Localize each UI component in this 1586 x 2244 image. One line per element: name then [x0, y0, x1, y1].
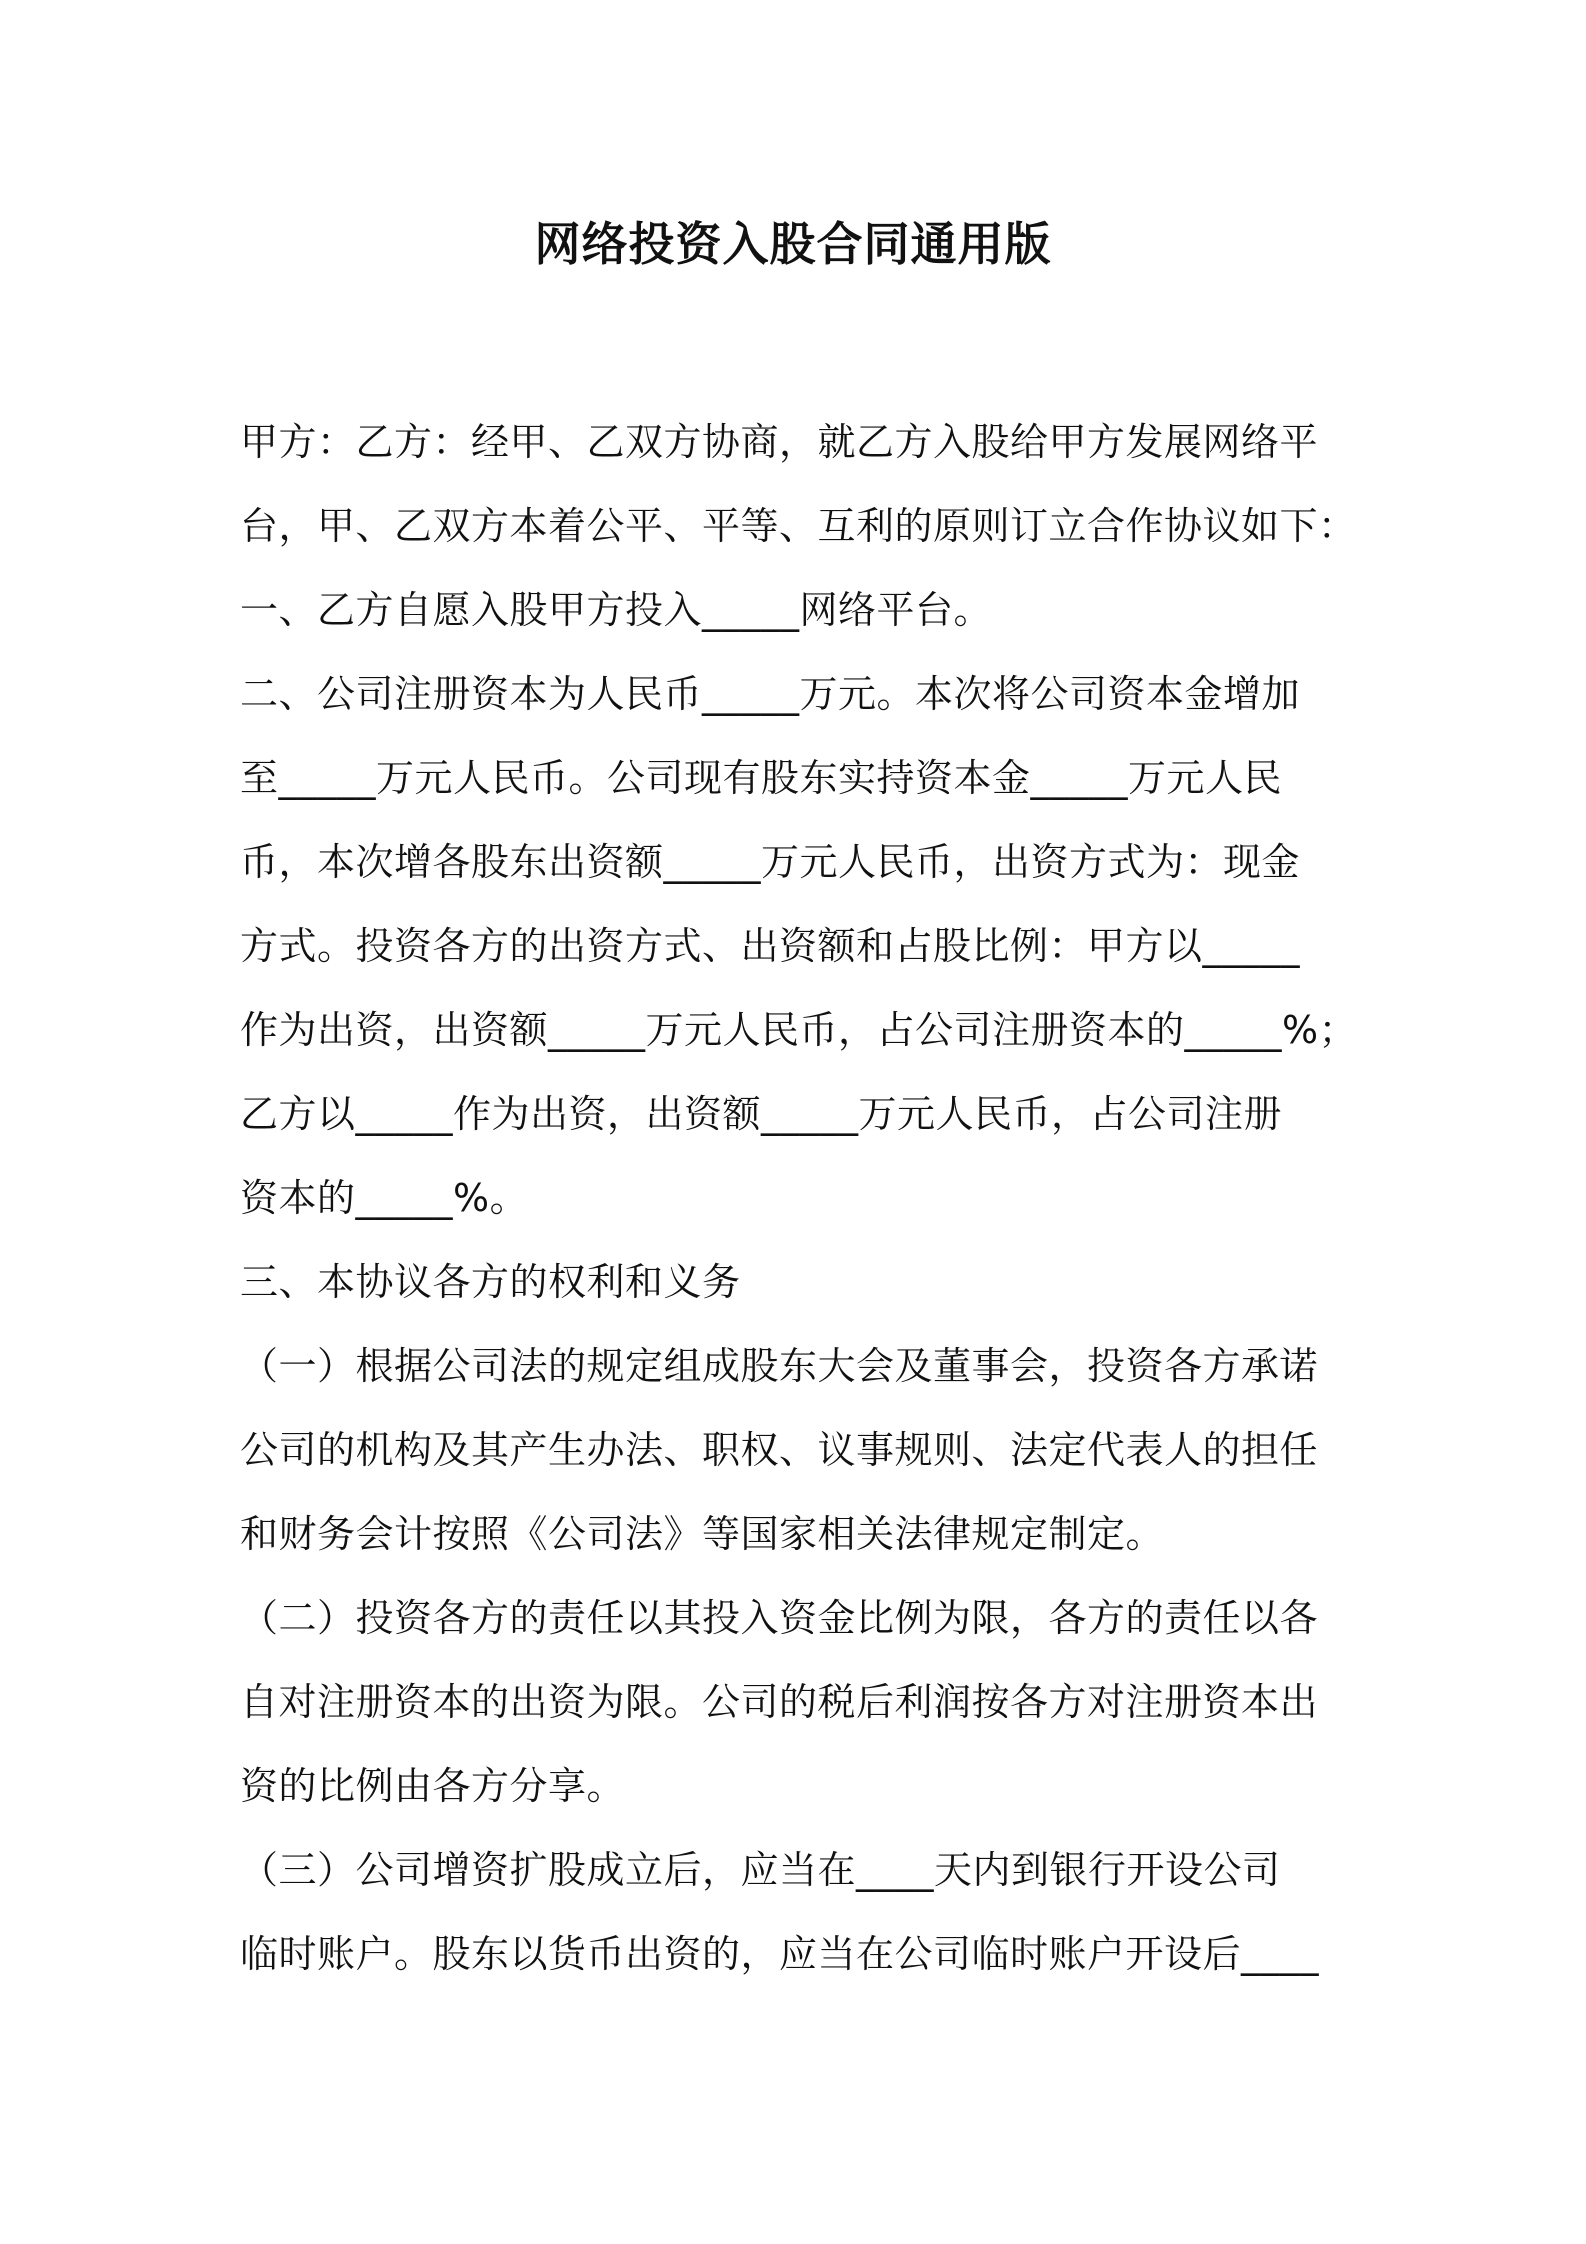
body-line: 临时账户。股东以货币出资的，应当在公司临时账户开设后____	[240, 1932, 1320, 1976]
body-line: （三）公司增资扩股成立后，应当在____天内到银行开设公司	[240, 1848, 1281, 1892]
section-heading: 三、本协议各方的权利和义务	[240, 1260, 741, 1304]
body-line: 台，甲、乙双方本着公平、平等、互利的原则订立合作协议如下：	[240, 504, 1357, 548]
body-line: 方式。投资各方的出资方式、出资额和占股比例：甲方以_____	[240, 924, 1301, 968]
body-line: 公司的机构及其产生办法、职权、议事规则、法定代表人的担任	[240, 1428, 1319, 1472]
body-line: 和财务会计按照《公司法》等国家相关法律规定制定。	[240, 1512, 1165, 1556]
body-line: （二）投资各方的责任以其投入资金比例为限，各方的责任以各	[240, 1596, 1319, 1640]
body-line: 至_____万元人民币。公司现有股东实持资本金_____万元人民	[240, 756, 1283, 800]
body-line: 资本的_____%。	[240, 1176, 529, 1220]
body-line: 乙方以_____作为出资，出资额_____万元人民币，占公司注册	[240, 1092, 1283, 1136]
body-line: 甲方：乙方：经甲、乙双方协商，就乙方入股给甲方发展网络平	[240, 420, 1319, 464]
document-body	[240, 400, 1358, 1996]
body-line: 币，本次增各股东出资额_____万元人民币，出资方式为：现金	[240, 840, 1301, 884]
body-line: 自对注册资本的出资为限。公司的税后利润按各方对注册资本出	[240, 1680, 1319, 1724]
body-line: 二、公司注册资本为人民币_____万元。本次将公司资本金增加	[240, 672, 1301, 716]
body-line: 作为出资，出资额_____万元人民币，占公司注册资本的_____%；	[240, 1008, 1358, 1052]
body-line: 一、乙方自愿入股甲方投入_____网络平台。	[240, 588, 993, 632]
body-line: （一）根据公司法的规定组成股东大会及董事会，投资各方承诺	[240, 1344, 1319, 1388]
body-line: 资的比例由各方分享。	[240, 1764, 626, 1808]
document-title: 网络投资入股合同通用版	[534, 217, 1052, 271]
